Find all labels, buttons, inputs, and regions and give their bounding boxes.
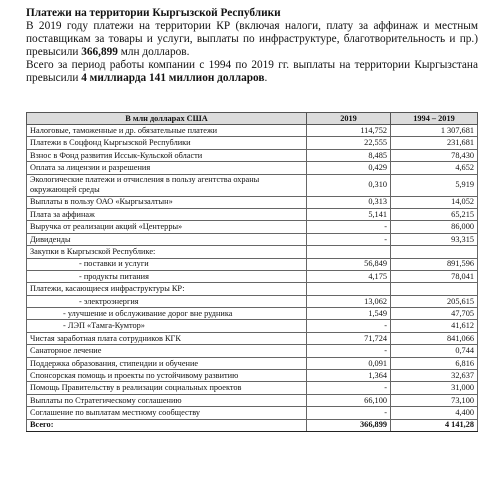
table-row: [27, 382, 478, 394]
intro-paragraph-2019: [26, 20, 478, 59]
value-2019: 0,091: [307, 357, 391, 369]
value-1994-2019: 841,066: [391, 332, 478, 344]
table-row: [27, 407, 478, 419]
p2-end: .: [264, 72, 268, 84]
value-1994-2019: 6,816: [391, 357, 478, 369]
payments-table: [26, 112, 478, 432]
value-2019: 22,555: [307, 137, 391, 149]
row-label: Поддержка образования, стипендии и обучение: [27, 357, 307, 369]
row-label: Платежи в Соцфонд Кыргызской Республики: [27, 137, 307, 149]
row-label: Плата за аффинаж: [27, 208, 307, 220]
value-2019: -: [307, 382, 391, 394]
row-label: - поставки и услуги: [27, 258, 307, 270]
value-1994-2019: 41,612: [391, 320, 478, 332]
table-row: [27, 295, 478, 307]
row-label: - продукты питания: [27, 270, 307, 282]
value-1994-2019: 65,215: [391, 208, 478, 220]
value-1994-2019: 891,596: [391, 258, 478, 270]
table-row: [27, 162, 478, 174]
value-1994-2019: 93,315: [391, 233, 478, 245]
value-2019: 4,175: [307, 270, 391, 282]
header-category: В млн долларах США: [27, 113, 307, 125]
value-2019: -: [307, 233, 391, 245]
table-row: [27, 283, 478, 295]
value-2019: 13,062: [307, 295, 391, 307]
row-label: Оплата за лицензии и разрешения: [27, 162, 307, 174]
value-1994-2019: 4,400: [391, 407, 478, 419]
header-2019: 2019: [307, 113, 391, 125]
table-row: [27, 174, 478, 196]
value-1994-2019: 32,637: [391, 370, 478, 382]
value-2019: 71,724: [307, 332, 391, 344]
p1-amount: 366,899: [81, 46, 118, 58]
table-row: [27, 125, 478, 137]
value-1994-2019: 5,919: [391, 174, 478, 196]
row-label: Экологические платежи и отчисления в пользу агентства охраны окружающей среды: [27, 174, 307, 196]
value-2019: 0,310: [307, 174, 391, 196]
row-label: Взнос в Фонд развития Иссык-Кульской области: [27, 149, 307, 161]
intro-block: [26, 7, 478, 85]
p2-amount: 4 миллиарда 141 миллион долларов: [81, 72, 265, 84]
table-row: [27, 208, 478, 220]
row-label: Закупки в Кыргызской Республике:: [27, 246, 307, 258]
row-label: Выплаты по Стратегическому соглашению: [27, 394, 307, 406]
table-row: [27, 320, 478, 332]
row-label: Санаторное лечение: [27, 345, 307, 357]
table-row: [27, 233, 478, 245]
value-2019: 1,549: [307, 308, 391, 320]
table-row: [27, 357, 478, 369]
row-label: Соглашение по выплатам местному сообществу: [27, 407, 307, 419]
table-row: [27, 370, 478, 382]
value-2019: 1,364: [307, 370, 391, 382]
value-1994-2019: [391, 246, 478, 258]
table-row: [27, 246, 478, 258]
row-label: Чистая заработная плата сотрудников КГК: [27, 332, 307, 344]
value-2019: -: [307, 320, 391, 332]
table-row: [27, 258, 478, 270]
value-1994-2019: 4,652: [391, 162, 478, 174]
table-row: [27, 394, 478, 406]
row-label: - ЛЭП «Тамга-Кумтор»: [27, 320, 307, 332]
table-row: [27, 332, 478, 344]
value-1994-2019: 73,100: [391, 394, 478, 406]
value-1994-2019: 78,041: [391, 270, 478, 282]
row-label: Помощь Правительству в реализации социальных проектов: [27, 382, 307, 394]
table-row: [27, 221, 478, 233]
table-row: [27, 196, 478, 208]
row-label: Всего:: [27, 419, 307, 431]
value-2019: -: [307, 407, 391, 419]
value-1994-2019: 4 141,28: [391, 419, 478, 431]
value-1994-2019: 31,000: [391, 382, 478, 394]
table-row: [27, 270, 478, 282]
p1-text: В 2019 году платежи на территории КР (включая налоги, плату за аффинаж и местным поставщикам за товары и услуги, выплаты по инфраструктуре, благотворительность и пр.) превысили: [26, 20, 478, 58]
row-label: - улучшение и обслуживание дорог вне рудника: [27, 308, 307, 320]
row-label: Платежи, касающиеся инфраструктуры КР:: [27, 283, 307, 295]
value-2019: 0,313: [307, 196, 391, 208]
table-header-row: [27, 113, 478, 125]
value-1994-2019: 1 307,681: [391, 125, 478, 137]
table-row: [27, 419, 478, 431]
row-label: Налоговые, таможенные и др. обязательные платежи: [27, 125, 307, 137]
row-label: - электроэнергия: [27, 295, 307, 307]
row-label: Выручка от реализации акций «Центерры»: [27, 221, 307, 233]
value-2019: 366,899: [307, 419, 391, 431]
value-2019: -: [307, 221, 391, 233]
table-row: [27, 149, 478, 161]
value-1994-2019: 205,615: [391, 295, 478, 307]
value-2019: 8,485: [307, 149, 391, 161]
value-1994-2019: 231,681: [391, 137, 478, 149]
value-1994-2019: 47,705: [391, 308, 478, 320]
table-row: [27, 308, 478, 320]
value-1994-2019: [391, 283, 478, 295]
value-1994-2019: 14,052: [391, 196, 478, 208]
value-2019: [307, 246, 391, 258]
row-label: Выплаты в пользу ОАО «Кыргызалтын»: [27, 196, 307, 208]
p2-text: Всего за период работы компании с 1994 по 2019 гг. выплаты на территории Кыргызстана превысили: [26, 59, 478, 84]
value-1994-2019: 86,000: [391, 221, 478, 233]
value-2019: 56,849: [307, 258, 391, 270]
value-2019: 5,141: [307, 208, 391, 220]
value-1994-2019: 0,744: [391, 345, 478, 357]
value-2019: 66,100: [307, 394, 391, 406]
row-label: Спонсорская помощь и проекты по устойчивому развитию: [27, 370, 307, 382]
value-2019: [307, 283, 391, 295]
value-1994-2019: 78,430: [391, 149, 478, 161]
value-2019: 0,429: [307, 162, 391, 174]
value-2019: -: [307, 345, 391, 357]
row-label: Дивиденды: [27, 233, 307, 245]
header-1994-2019: 1994 – 2019: [391, 113, 478, 125]
intro-paragraph-total: [26, 59, 478, 85]
table-row: [27, 345, 478, 357]
table-body: [27, 125, 478, 432]
p1-end: млн долларов.: [117, 46, 190, 58]
section-title: Платежи на территории Кыргызской Республики: [26, 7, 281, 19]
table-row: [27, 137, 478, 149]
value-2019: 114,752: [307, 125, 391, 137]
